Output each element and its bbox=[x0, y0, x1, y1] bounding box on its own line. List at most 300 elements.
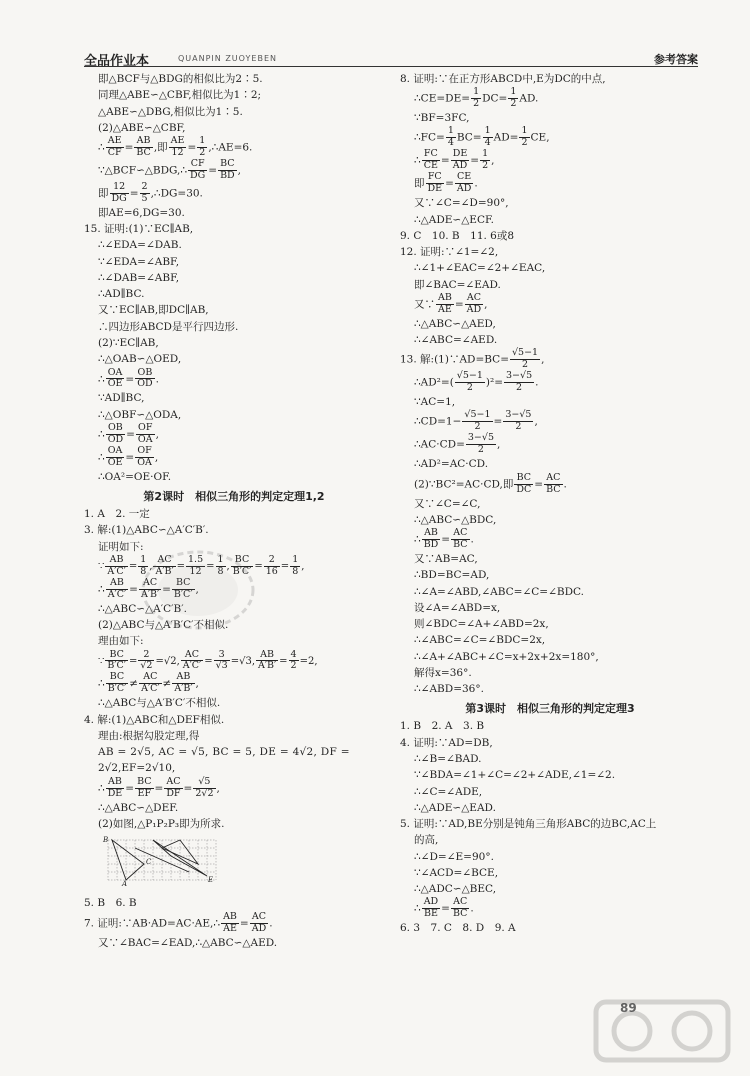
denominator: BD bbox=[423, 539, 439, 551]
text: . bbox=[563, 478, 567, 491]
numerator: AB bbox=[172, 672, 194, 684]
fraction bbox=[504, 371, 534, 394]
fraction bbox=[503, 410, 533, 433]
fraction bbox=[471, 87, 481, 110]
text: , bbox=[534, 415, 538, 428]
numerator: 1 bbox=[217, 553, 224, 565]
denominator: A′B′ bbox=[140, 588, 160, 600]
left-column bbox=[84, 71, 384, 951]
numerator: 3−√5 bbox=[467, 432, 494, 444]
text-line: ∴∠D=∠E=90°. bbox=[414, 850, 494, 863]
fraction bbox=[135, 777, 153, 800]
numerator: AC bbox=[164, 777, 182, 789]
numerator: BC bbox=[231, 555, 254, 567]
text: 又∵ bbox=[414, 298, 435, 311]
denominator: AD bbox=[452, 160, 468, 172]
numerator: AD bbox=[423, 896, 439, 908]
fraction bbox=[140, 182, 150, 205]
numerator: 1.5 bbox=[188, 553, 204, 565]
text-line: ∴△ABC∽△DEF. bbox=[98, 801, 179, 814]
text: = bbox=[154, 782, 164, 795]
numerator: 1 bbox=[292, 553, 299, 565]
fraction bbox=[514, 473, 533, 496]
denominator: OE bbox=[107, 456, 123, 468]
text-line: ∴△ADC∽△BEC, bbox=[414, 883, 497, 896]
text: ∴ bbox=[98, 583, 105, 596]
numerator: √5−1 bbox=[512, 347, 539, 359]
text: = bbox=[204, 655, 213, 667]
text-line: ∵AC=1, bbox=[414, 396, 456, 409]
text-line: 同理△ABE∽△CBF,相似比为1∶2; bbox=[98, 89, 262, 102]
denominator: B′C′ bbox=[107, 660, 126, 672]
text: ,∴AE=6. bbox=[208, 141, 253, 154]
text: = bbox=[187, 141, 197, 154]
formula-line bbox=[400, 87, 700, 110]
denominator: 8 bbox=[292, 565, 299, 577]
text-line: ∴△ADE∽△ECF. bbox=[414, 213, 494, 226]
text: , bbox=[541, 353, 545, 366]
text: ∴ bbox=[98, 782, 105, 795]
fraction bbox=[197, 136, 207, 159]
text-line: (2)△ABC与△A′B′C′不相似. bbox=[98, 619, 229, 632]
formula-line bbox=[84, 650, 384, 673]
text: ∴ bbox=[98, 141, 105, 154]
formula-line bbox=[84, 136, 384, 159]
denominator: √3 bbox=[215, 660, 228, 672]
fraction bbox=[106, 423, 125, 446]
numerator: OB bbox=[106, 423, 125, 435]
denominator: AD bbox=[251, 922, 267, 934]
text: ∴ bbox=[98, 677, 105, 690]
triangle-grid-diagram bbox=[98, 834, 218, 886]
text: =√2, bbox=[155, 655, 180, 667]
formula-line bbox=[400, 348, 700, 371]
numerator: 1 bbox=[473, 86, 480, 98]
text-line: ∵BF=3FC, bbox=[414, 112, 470, 125]
denominator: DE bbox=[107, 787, 123, 799]
text: , bbox=[226, 560, 230, 572]
text: . bbox=[470, 533, 474, 546]
text: , bbox=[155, 428, 159, 441]
text-line: 4. 证明:∵AD=DB, bbox=[400, 736, 493, 749]
formula-line bbox=[84, 423, 384, 446]
numerator: √5−1 bbox=[464, 409, 491, 421]
fig-label-e: E bbox=[208, 876, 214, 885]
numerator: 1 bbox=[482, 148, 489, 160]
text-line: ∴∠C=∠ADE, bbox=[414, 785, 483, 798]
fraction bbox=[105, 555, 127, 578]
denominator: 4 bbox=[447, 137, 454, 149]
numerator: OA bbox=[106, 368, 125, 380]
denominator: 2 bbox=[466, 382, 473, 394]
fraction bbox=[426, 172, 445, 195]
numerator: OF bbox=[135, 446, 154, 458]
denominator: AE bbox=[223, 922, 237, 934]
denominator: OD bbox=[137, 378, 153, 390]
denominator: √2 bbox=[140, 660, 153, 672]
text: , bbox=[497, 438, 501, 451]
fraction bbox=[466, 433, 496, 456]
text: = bbox=[279, 655, 288, 667]
text: = bbox=[534, 478, 544, 491]
numerator: AE bbox=[106, 136, 124, 148]
fraction bbox=[250, 912, 268, 935]
denominator: 2 bbox=[477, 444, 484, 456]
text-line: 4. 解:(1)△ABC和△DEF相似. bbox=[84, 713, 225, 726]
denominator: 16 bbox=[265, 565, 278, 577]
denominator: 2 bbox=[516, 382, 523, 394]
fraction bbox=[422, 149, 440, 172]
numerator: AE bbox=[170, 135, 185, 147]
formula-line bbox=[84, 159, 384, 182]
denominator: OA bbox=[137, 433, 153, 445]
numerator: AC bbox=[139, 578, 161, 590]
denominator: 4 bbox=[484, 137, 491, 149]
text-line: ∴△ADE∽△EAD. bbox=[414, 801, 496, 814]
text: AD. bbox=[519, 92, 539, 105]
denominator: BC bbox=[136, 146, 151, 158]
denominator: 12 bbox=[189, 565, 202, 577]
formula-line bbox=[400, 371, 700, 394]
text-line: 又∵∠BAC=∠EAD,∴△ABC∽△AED. bbox=[98, 936, 278, 949]
numerator: BC bbox=[105, 650, 128, 662]
numerator: BC bbox=[172, 578, 195, 590]
fraction bbox=[544, 473, 562, 496]
denominator: BD bbox=[220, 169, 235, 181]
text-line: 理由:根据勾股定理,得 bbox=[98, 729, 200, 742]
numerator: 1 bbox=[447, 125, 454, 137]
text: = bbox=[441, 533, 451, 546]
text: ,即 bbox=[153, 141, 168, 154]
denominator: 8 bbox=[217, 565, 224, 577]
text-line: ∴BD=BC=AD, bbox=[414, 569, 490, 582]
fraction bbox=[164, 777, 182, 800]
denominator: B′C′ bbox=[173, 588, 193, 600]
denominator: 2 bbox=[521, 137, 528, 149]
numerator: AB bbox=[106, 777, 125, 789]
denominator: 8 bbox=[140, 565, 147, 577]
denominator: BC bbox=[452, 908, 468, 920]
text: , bbox=[154, 451, 159, 464]
text-line: ∴∠1+∠EAC=∠2+∠EAC, bbox=[414, 262, 546, 275]
text: = bbox=[129, 583, 138, 596]
formula-line bbox=[84, 182, 384, 205]
text: = bbox=[254, 560, 263, 572]
denominator: DG bbox=[190, 169, 206, 181]
fraction bbox=[422, 528, 441, 551]
text-line: 即△BCF与△BDG的相似比为2∶5. bbox=[98, 73, 263, 85]
text-line: ∴△ABC∽△AED, bbox=[414, 317, 496, 330]
text-line: 设∠A=∠ABD=x, bbox=[414, 601, 501, 614]
denominator: EF bbox=[137, 787, 152, 799]
numerator: AC bbox=[250, 912, 268, 924]
numerator: 12 bbox=[110, 182, 129, 194]
fraction bbox=[290, 555, 300, 578]
fraction bbox=[134, 136, 152, 159]
text: = bbox=[125, 782, 135, 795]
text-line: 8. 证明:∵在正方形ABCD中,E为DC的中点, bbox=[400, 73, 606, 85]
text: = bbox=[125, 372, 135, 385]
text-line: 又∵EC∥AB,即DC∥AB, bbox=[98, 304, 209, 317]
denominator: B′C′ bbox=[232, 565, 252, 577]
numerator: AC bbox=[451, 897, 469, 909]
formula-line bbox=[400, 897, 700, 920]
text-line: 即∠BAC=∠EAD. bbox=[414, 278, 501, 291]
text: = bbox=[441, 902, 450, 915]
text-line: △ABE∽△DBG,相似比为1∶5. bbox=[98, 105, 243, 118]
text-line: 5. 证明:∵AD,BE分别是钝角三角形ABC的边BC,AC上 bbox=[400, 818, 657, 831]
text-line: ∴△OAB∽△OED, bbox=[98, 353, 182, 366]
text: ∴AD²=( bbox=[414, 376, 454, 389]
text: = bbox=[493, 415, 503, 428]
fraction bbox=[455, 371, 485, 394]
numerator: DE bbox=[452, 148, 468, 160]
text: 即 bbox=[414, 177, 425, 190]
text-line: 证明如下: bbox=[98, 540, 144, 553]
numerator: AB bbox=[223, 910, 237, 922]
text: , bbox=[216, 782, 220, 795]
fraction bbox=[172, 672, 194, 695]
fraction bbox=[135, 368, 154, 391]
text: ∴AC·CD= bbox=[414, 438, 465, 451]
text-line: ∴△ABC∽△A′C′B′. bbox=[98, 602, 187, 615]
text-line: 1. B 2. A 3. B bbox=[400, 720, 485, 733]
numerator: BC bbox=[514, 473, 533, 485]
fraction bbox=[106, 446, 125, 469]
text: )²= bbox=[485, 376, 504, 389]
text: DC= bbox=[482, 92, 508, 105]
fraction bbox=[106, 777, 125, 800]
text-line: 即AE=6,DG=30. bbox=[98, 206, 185, 219]
denominator: BC bbox=[546, 483, 561, 495]
text: ∴ bbox=[414, 902, 421, 915]
text: = bbox=[208, 164, 218, 177]
section-title: 第3课时 相似三角形的判定定理3 bbox=[465, 702, 635, 716]
numerator: AB bbox=[438, 291, 452, 303]
section-title: 第2课时 相似三角形的判定定理1,2 bbox=[143, 490, 325, 504]
denominator: CF bbox=[107, 146, 122, 158]
text-line: (2)△ABE∽△CBF, bbox=[98, 121, 186, 134]
text: = bbox=[206, 560, 215, 572]
fraction bbox=[139, 672, 161, 695]
fraction bbox=[214, 650, 230, 673]
fraction bbox=[106, 136, 124, 159]
text-line: ∴∠ABC=∠C=∠BDC=2x, bbox=[414, 634, 546, 647]
text: ∴ bbox=[98, 372, 105, 385]
fraction bbox=[455, 172, 473, 195]
text: = bbox=[126, 428, 135, 441]
fig-label-b: B bbox=[103, 836, 109, 845]
text: = bbox=[280, 560, 290, 572]
fraction bbox=[462, 410, 492, 433]
text: =√3, bbox=[230, 655, 255, 667]
text-line: ∴∠DAB=∠ABF, bbox=[98, 271, 180, 284]
formula-line bbox=[400, 149, 700, 172]
fig-label-c: C bbox=[146, 858, 152, 867]
header-answer-label: 参考答案 bbox=[654, 53, 698, 66]
fraction bbox=[465, 293, 483, 316]
text: BC= bbox=[456, 131, 482, 144]
text: . bbox=[535, 376, 539, 389]
text: ∴CD=1− bbox=[414, 415, 462, 428]
numerator: √5−1 bbox=[456, 370, 483, 382]
numerator: AC bbox=[139, 672, 161, 684]
text-line: ∴∠A=∠ABD,∠ABC=∠C=∠BDC. bbox=[414, 585, 585, 598]
formula-line bbox=[84, 912, 384, 935]
text-line: 解得x=36°. bbox=[414, 666, 472, 679]
numerator: BC bbox=[106, 672, 129, 684]
denominator: 2√2 bbox=[195, 787, 214, 799]
text-line: 则∠BDC=∠A+∠ABD=2x, bbox=[414, 618, 549, 631]
scan-stamp-smudge bbox=[138, 545, 258, 635]
denominator: AE bbox=[438, 303, 452, 315]
text-line: 12. 证明:∵∠1=∠2, bbox=[400, 246, 499, 259]
numerator: AB bbox=[134, 136, 152, 148]
numerator: 1 bbox=[521, 125, 528, 137]
text: ,∴DG=30. bbox=[150, 187, 203, 200]
header-title: 全品作业本 bbox=[84, 54, 150, 69]
formula-line bbox=[84, 777, 384, 800]
header-rule bbox=[84, 66, 698, 67]
formula-line bbox=[400, 433, 700, 456]
text-line: 又∵∠C=∠C, bbox=[414, 497, 481, 510]
denominator: 2 bbox=[290, 660, 297, 672]
text: = bbox=[470, 154, 480, 167]
text-line: ∴∠EDA=∠DAB. bbox=[98, 239, 182, 252]
text-line: 2√2,EF=2√10, bbox=[98, 762, 176, 775]
fraction bbox=[135, 446, 154, 469]
fraction bbox=[193, 777, 215, 800]
text: = bbox=[440, 154, 450, 167]
numerator: FC bbox=[422, 149, 440, 161]
text: = bbox=[239, 917, 249, 930]
fraction bbox=[446, 126, 456, 149]
fraction bbox=[106, 578, 128, 601]
fraction bbox=[289, 650, 299, 673]
denominator: 2 bbox=[510, 98, 517, 110]
numerator: 3−√5 bbox=[505, 409, 532, 421]
text-line: ∴四边形ABCD是平行四边形. bbox=[98, 320, 239, 333]
text: =2, bbox=[299, 655, 318, 667]
fraction bbox=[256, 650, 278, 673]
denominator: DF bbox=[166, 787, 181, 799]
fraction bbox=[218, 159, 237, 182]
text-line: 的高, bbox=[414, 834, 439, 847]
text: CE, bbox=[530, 131, 550, 144]
denominator: A′C′ bbox=[107, 565, 126, 577]
text: = bbox=[128, 655, 138, 667]
fraction bbox=[110, 182, 129, 205]
numerator: BC bbox=[218, 159, 237, 171]
text: ≠ bbox=[162, 677, 172, 690]
denominator: A′C′ bbox=[141, 683, 160, 695]
text-line: ∴∠B=∠BAD. bbox=[414, 753, 482, 765]
text: = bbox=[125, 451, 135, 464]
denominator: 2 bbox=[473, 98, 480, 110]
text-line: ∵∠ACD=∠BCE, bbox=[414, 866, 499, 879]
text: , bbox=[491, 154, 495, 167]
denominator: AD bbox=[466, 303, 482, 315]
text-line: ∴△OBF∽△ODA, bbox=[98, 408, 182, 421]
text: , bbox=[484, 298, 488, 311]
text: , bbox=[301, 560, 305, 572]
numerator: 1 bbox=[484, 125, 491, 137]
text-line: 9. C 10. B 11. 6或8 bbox=[400, 229, 515, 242]
denominator: A′B′ bbox=[155, 565, 174, 577]
numerator: 3 bbox=[214, 650, 230, 662]
text: (2)∵BC²=AC·CD,即 bbox=[414, 478, 514, 491]
text: = bbox=[162, 583, 171, 596]
text-line: ∴AD²=AC·CD. bbox=[414, 458, 489, 471]
numerator: AC bbox=[181, 650, 203, 662]
numerator: OB bbox=[135, 368, 154, 380]
numerator: 1 bbox=[199, 135, 206, 147]
numerator: CE bbox=[455, 172, 473, 184]
fraction bbox=[483, 126, 493, 149]
numerator: AB bbox=[256, 650, 278, 662]
text-line: (2)∵EC∥AB, bbox=[98, 337, 159, 349]
denominator: BC bbox=[453, 539, 468, 551]
text: = bbox=[183, 782, 193, 795]
numerator: √5 bbox=[193, 777, 215, 789]
denominator: OA bbox=[137, 456, 152, 468]
denominator: CE bbox=[423, 160, 438, 172]
denominator: A′C′ bbox=[107, 588, 127, 600]
denominator: B′C′ bbox=[107, 683, 127, 695]
text-line: 6. 3 7. C 8. D 9. A bbox=[400, 922, 516, 935]
numerator: 3−√5 bbox=[506, 370, 533, 382]
text: ≠ bbox=[129, 677, 139, 690]
text-line: ∴∠ABD=36°. bbox=[414, 683, 484, 696]
denominator: 2 bbox=[522, 359, 529, 371]
text: ∴ bbox=[414, 154, 421, 167]
fraction bbox=[451, 897, 469, 920]
fraction bbox=[221, 912, 239, 935]
text: , bbox=[195, 583, 199, 596]
right-column bbox=[400, 71, 700, 937]
fraction bbox=[188, 159, 207, 182]
text-line: ∴△ABC∽△BDC, bbox=[414, 513, 497, 526]
formula-line bbox=[84, 368, 384, 391]
text: ∵ bbox=[98, 655, 105, 667]
numerator: AB bbox=[105, 555, 127, 567]
fraction bbox=[138, 650, 154, 673]
text-line: ∵AD∥BC, bbox=[98, 392, 145, 405]
text-line: ∴OA²=OE·OF. bbox=[98, 470, 172, 483]
text: 即 bbox=[98, 187, 109, 200]
numerator: AB bbox=[106, 578, 128, 590]
fraction bbox=[451, 149, 470, 172]
formula-line bbox=[84, 446, 384, 469]
fraction bbox=[436, 293, 454, 316]
numerator: CF bbox=[188, 159, 207, 171]
formula-line bbox=[400, 528, 700, 551]
denominator: OE bbox=[107, 378, 123, 390]
denominator: DC bbox=[516, 483, 532, 495]
text: . bbox=[470, 902, 474, 915]
text: ∴FC= bbox=[414, 131, 445, 144]
fraction bbox=[422, 897, 440, 920]
denominator: A′B′ bbox=[258, 660, 277, 672]
denominator: AD bbox=[456, 183, 472, 195]
numerator: 2 bbox=[264, 555, 280, 567]
formula-line bbox=[84, 672, 384, 695]
text: = bbox=[454, 298, 464, 311]
text: ∵ bbox=[98, 560, 105, 572]
text: = bbox=[445, 177, 454, 190]
fraction bbox=[106, 368, 125, 391]
numerator: OF bbox=[136, 423, 155, 435]
